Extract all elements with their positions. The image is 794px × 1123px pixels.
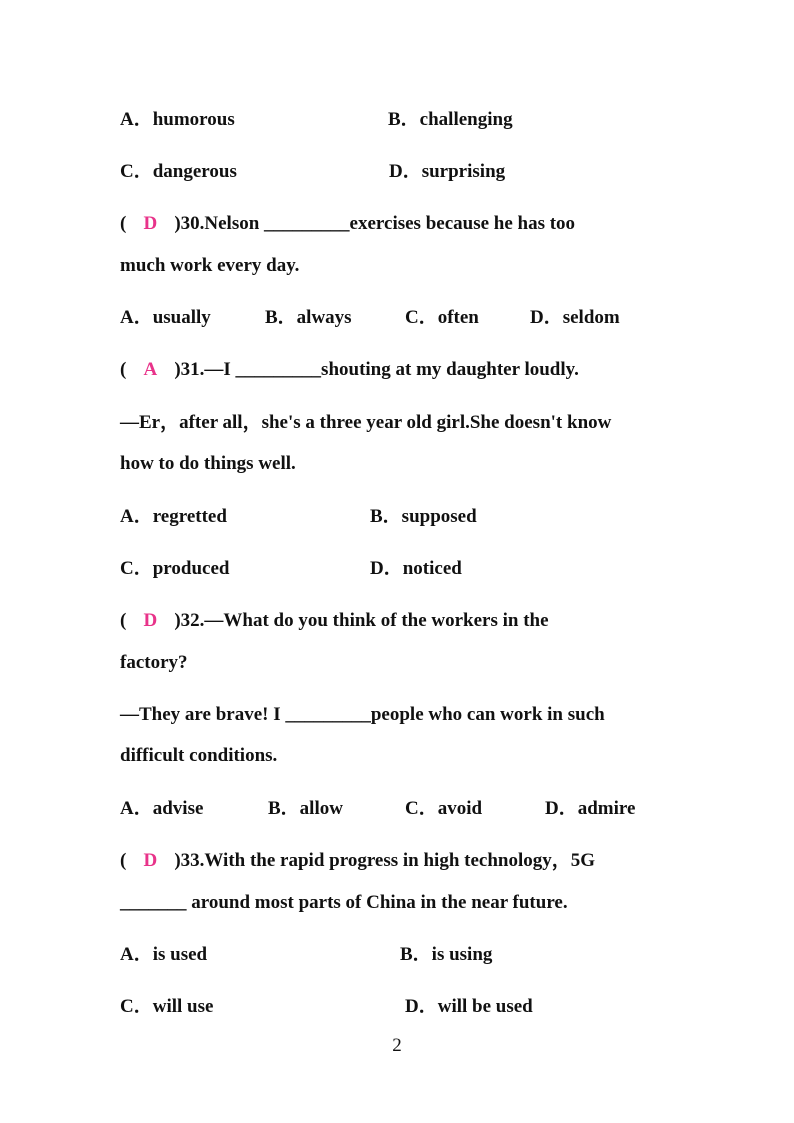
q33-option-d: D．will be used bbox=[405, 996, 533, 1017]
q31-stem-line-1 bbox=[120, 358, 579, 382]
q32-stem-text: )32.—What do you think of the workers in the bbox=[174, 610, 549, 631]
q30-option-c: C．often bbox=[405, 307, 479, 328]
q32-stem-line-2: factory? bbox=[120, 652, 188, 673]
q32-reply-line-1: —They are brave! I _________people who can work in such bbox=[120, 704, 605, 725]
q29-option-d: D．surprising bbox=[389, 161, 506, 182]
q32-option-a: A．advise bbox=[120, 798, 204, 819]
q31-reply-line-2: how to do things well. bbox=[120, 453, 296, 474]
q30-option-b: B．always bbox=[265, 307, 352, 328]
q30-answer: D bbox=[143, 213, 158, 234]
q31-reply-line-1: —Er，after all，she's a three year old girl.She doesn't know bbox=[120, 412, 612, 433]
q32-option-d: D．admire bbox=[545, 798, 636, 819]
q31-stem-text: )31.—I _________shouting at my daughter loudly. bbox=[174, 359, 579, 380]
q29-option-b: B．challenging bbox=[388, 109, 513, 130]
q33-stem-line-1 bbox=[120, 849, 595, 873]
q33-open-paren: ( bbox=[120, 850, 127, 871]
q31-option-b: B．supposed bbox=[370, 506, 477, 527]
q33-stem-line-2: _______ around most parts of China in the near future. bbox=[120, 892, 568, 913]
q32-option-c: C．avoid bbox=[405, 798, 483, 819]
q29-option-a: A．humorous bbox=[120, 109, 235, 130]
q32-reply-line-2: difficult conditions. bbox=[120, 745, 278, 766]
q33-option-c: C．will use bbox=[120, 996, 214, 1017]
q31-option-a: A．regretted bbox=[120, 506, 227, 527]
q32-open-paren: ( bbox=[120, 610, 127, 631]
q32-option-b: B．allow bbox=[268, 798, 343, 819]
q30-option-d: D．seldom bbox=[530, 307, 620, 328]
q30-open-paren: ( bbox=[120, 213, 127, 234]
q33-stem-text: )33.With the rapid progress in high technology，5G bbox=[174, 850, 596, 871]
q33-option-a: A．is used bbox=[120, 944, 208, 965]
q29-option-c: C．dangerous bbox=[120, 161, 237, 182]
q32-answer: D bbox=[143, 610, 158, 631]
q33-option-b: B．is using bbox=[400, 944, 493, 965]
q30-stem-line-2: much work every day. bbox=[120, 255, 300, 276]
q30-stem-line-1 bbox=[120, 212, 575, 236]
q31-option-c: C．produced bbox=[120, 558, 230, 579]
q33-answer: D bbox=[143, 850, 158, 871]
q31-open-paren: ( bbox=[120, 359, 127, 380]
page-number: 2 bbox=[392, 1035, 402, 1056]
q32-stem-line-1 bbox=[120, 609, 549, 633]
q31-option-d: D．noticed bbox=[370, 558, 462, 579]
q30-stem-text: )30.Nelson _________exercises because he has too bbox=[174, 213, 576, 234]
q31-answer: A bbox=[143, 359, 158, 380]
q30-option-a: A．usually bbox=[120, 307, 211, 328]
